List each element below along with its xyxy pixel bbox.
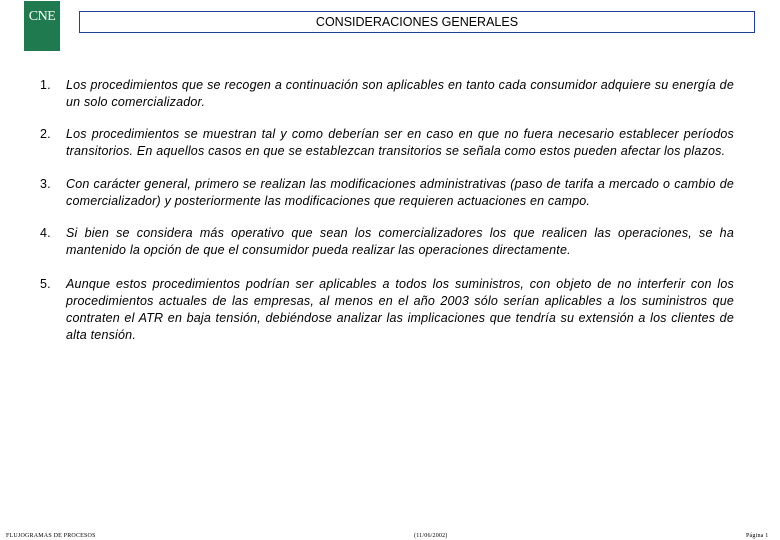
page-title: CONSIDERACIONES GENERALES [315,15,519,29]
page-title-box [79,11,755,33]
item-number: 4. [40,226,51,240]
list-item [40,176,734,210]
footer-document-name: FLUJOGRAMAS DE PROCESOS [6,533,96,539]
item-text: Los procedimientos que se recogen a continuación son aplicables en tanto cada consumidor adquiere su energía de un solo comercializador. [66,78,734,109]
list-item [40,126,734,160]
item-number: 3. [40,177,51,191]
item-text: Los procedimientos se muestran tal y como deberían ser en caso en que no fuera necesario establecer períodos transitorios. En aquellos casos en que se establezcan transitorios se señala como estos pueden afectar los plazos. [66,127,734,158]
item-number: 1. [40,78,51,92]
item-text: Si bien se considera más operativo que sean los comercializadores los que realicen las operaciones, se ha mantenido la opción de que el consumidor pueda realizar las operaciones directamente. [66,226,734,257]
footer-page-number: Página 1 [746,533,769,539]
list-item [40,77,734,111]
item-text: Aunque estos procedimientos podrían ser aplicables a todos los suministros, con objeto de no interferir con los procedimientos actuales de las empresas, al menos en el año 2003 sólo serían aplicables a los suministros que contraten el ATR en baja tensión, debiéndose analizar las implicaciones que tendría su extensión a los clientes de alta tensión. [66,277,734,342]
item-number: 2. [40,127,51,141]
footer-date: (11/06/2002) [414,533,448,539]
considerations-list [40,77,734,344]
cne-logo [24,1,60,51]
list-item [40,276,734,344]
logo-text: CNE [28,9,56,24]
list-item [40,225,734,259]
item-number: 5. [40,277,51,291]
item-text: Con carácter general, primero se realizan las modificaciones administrativas (paso de tarifa a mercado o cambio de comercializador) y posteriormente las modificaciones que requieren actuaciones en campo. [66,177,734,208]
